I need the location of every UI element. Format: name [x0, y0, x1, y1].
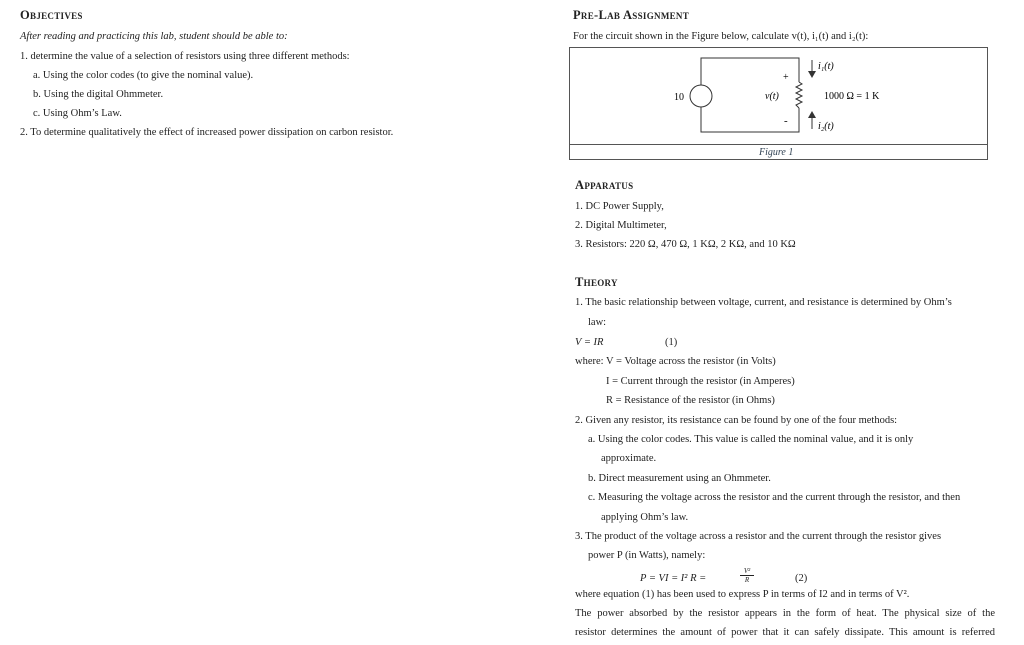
figure-1	[569, 47, 988, 160]
equation-2: P = VI = I² R =	[640, 573, 707, 584]
arrow-up-icon	[808, 111, 816, 118]
prelab-instruction: For the circuit shown in the Figure below, calculate v(t), i₁(t) and i₂(t):	[573, 31, 869, 42]
theory-p2c-line1: c. Measuring the voltage across the resistor and the current through the resistor, and then	[588, 492, 961, 503]
equation-2-number: (2)	[795, 573, 808, 584]
voltage-label: v(t)	[765, 91, 779, 102]
theory-p5-line1: The power absorbed by the resistor appears in the form of heat. The physical size of the	[575, 608, 995, 619]
resistor-icon	[796, 82, 802, 108]
apparatus-heading: Apparatus	[575, 178, 634, 192]
theory-p1-line2: law:	[588, 317, 607, 328]
equation-1-number: (1)	[665, 337, 678, 348]
theory-p2b: b. Direct measurement using an Ohmmeter.	[588, 473, 771, 484]
figure-caption: Figure 1	[759, 147, 794, 158]
resistor-value-label: 1000 Ω = 1 K	[824, 91, 880, 102]
apparatus-item-3: 3. Resistors: 220 Ω, 470 Ω, 1 KΩ, 2 KΩ, and 10 KΩ	[575, 239, 796, 250]
fraction-numerator: V²	[740, 567, 754, 576]
theory-p2: 2. Given any resistor, its resistance can be found by one of the four methods:	[575, 415, 898, 426]
theory-p2a-line2: approximate.	[601, 453, 657, 464]
circuit-diagram	[569, 47, 988, 160]
current-1-label: i₁(t)	[818, 61, 834, 72]
theory-p2a-line1: a. Using the color codes. This value is called the nominal value, and it is only	[588, 434, 914, 445]
theory-p3-line2: power P (in Watts), namely:	[588, 550, 706, 561]
objective-item-1: 1. determine the value of a selection of resistors using three different methods:	[20, 51, 350, 62]
where-current: I = Current through the resistor (in Amperes)	[606, 376, 795, 387]
theory-heading: Theory	[575, 275, 618, 289]
apparatus-item-2: 2. Digital Multimeter,	[575, 220, 667, 231]
current-2-label: i₂(t)	[818, 121, 834, 132]
theory-p2c-line2: applying Ohm’s law.	[601, 512, 689, 523]
prelab-heading: Pre-Lab Assignment	[573, 8, 690, 22]
fraction-denominator: R	[744, 576, 750, 584]
objective-item-1a: a. Using the color codes (to give the nominal value).	[33, 70, 254, 81]
theory-p1-line1: 1. The basic relationship between voltage, current, and resistance is determined by Ohm’s	[575, 297, 952, 308]
where-voltage: where: V = Voltage across the resistor (in Volts)	[575, 356, 776, 367]
plus-sign: +	[783, 72, 789, 83]
objective-item-1c: c. Using Ohm’s Law.	[33, 108, 122, 119]
objective-item-2: 2. To determine qualitatively the effect of increased power dissipation on carbon resistor.	[20, 127, 394, 138]
theory-p5-line2: resistor determines the amount of power that it can safely dissipate. This amount is referred	[575, 627, 995, 638]
equation-2-fraction	[740, 567, 754, 584]
theory-p4: where equation (1) has been used to express P in terms of I2 and in terms of V².	[575, 589, 910, 600]
equation-1: V = IR	[575, 337, 604, 348]
objective-item-1b: b. Using the digital Ohmmeter.	[33, 89, 164, 100]
objectives-heading: Objectives	[20, 8, 83, 22]
where-resistance: R = Resistance of the resistor (in Ohms)	[606, 395, 775, 406]
objectives-intro: After reading and practicing this lab, student should be able to:	[20, 31, 288, 42]
minus-sign: -	[784, 115, 788, 127]
arrow-down-icon	[808, 71, 816, 78]
apparatus-item-1: 1. DC Power Supply,	[575, 201, 664, 212]
theory-p3-line1: 3. The product of the voltage across a resistor and the current through the resistor gives	[575, 531, 942, 542]
source-icon	[690, 85, 712, 107]
source-value-label: 10	[674, 92, 684, 103]
